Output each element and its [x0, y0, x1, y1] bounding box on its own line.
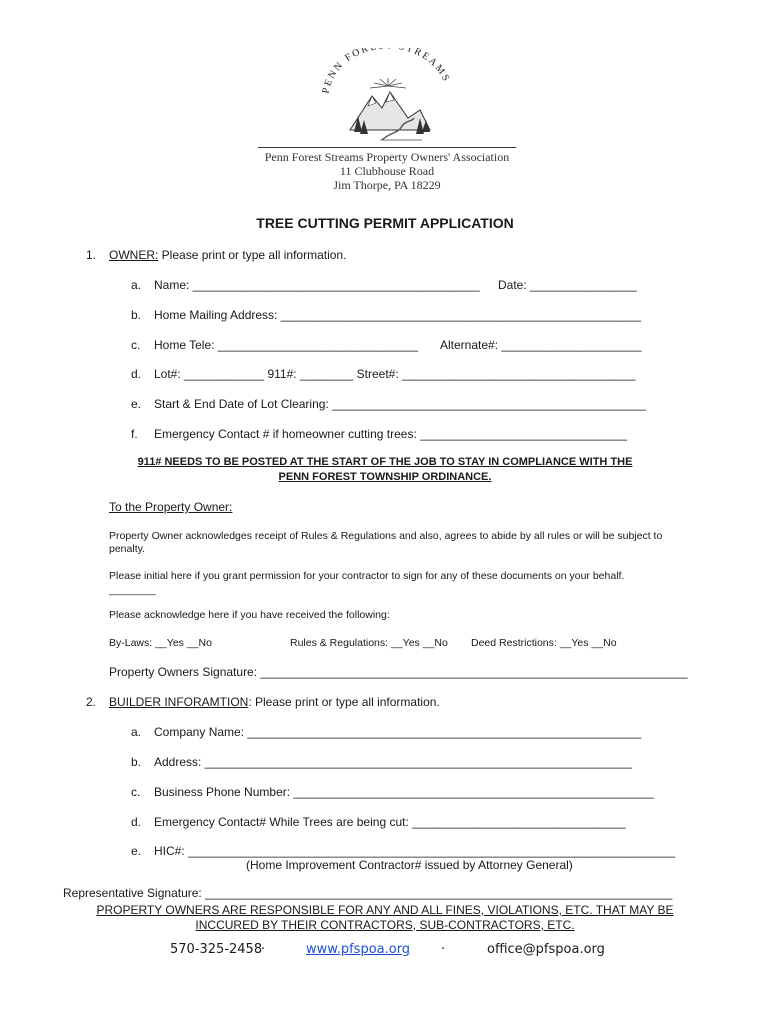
company-name-field[interactable]: Company Name: ___________________________________________________________ [154, 725, 642, 739]
builder-address-field[interactable]: Address: ________________________________________________________________ [154, 755, 632, 769]
builder-emergency-contact-field[interactable]: Emergency Contact# While Trees are being cut: ________________________________ [154, 815, 626, 829]
notice-line-1: 911# NEEDS TO BE POSTED AT THE START OF THE JOB TO STAY IN COMPLIANCE WITH THE [137, 456, 633, 468]
owner-item-letter-c: c. [131, 338, 141, 352]
header-rule [258, 147, 516, 148]
owner-name-field[interactable]: Name: ___________________________________________ [154, 278, 480, 292]
svg-text:PENN FOREST STREAMS [320, 48, 452, 95]
owner-lot-911-street-field[interactable]: Lot#: ____________ 911#: ________ Street#: ___________________________________ [154, 367, 636, 381]
owner-emergency-contact-field[interactable]: Emergency Contact # if homeowner cutting trees: _______________________________ [154, 427, 628, 441]
builder-section-heading [109, 695, 440, 709]
owner-section-number: 1. [86, 248, 97, 262]
owner-heading-label: OWNER: [109, 248, 159, 262]
hic-note: (Home Improvement Contractor# issued by Attorney General) [246, 858, 573, 872]
received-text: Please acknowledge here if you have received the following: [109, 609, 390, 621]
initial-text-line-1: Please initial here if you grant permission for your contractor to sign for any of these documents on your behalf. [109, 570, 625, 582]
notice-line-2: PENN FOREST TOWNSHIP ORDINANCE. [278, 471, 492, 483]
builder-item-letter-c: c. [131, 785, 141, 799]
disclaimer-line-1: PROPERTY OWNERS ARE RESPONSIBLE FOR ANY AND ALL FINES, VIOLATIONS, ETC. THAT MAY BE [96, 903, 674, 917]
footer-separator-2: · [441, 942, 446, 957]
owner-lot-clearing-dates-field[interactable]: Start & End Date of Lot Clearing: _______________________________________________ [154, 397, 646, 411]
footer-email: office@pfspoa.org [487, 942, 605, 957]
business-phone-field[interactable]: Business Phone Number: ______________________________________________________ [154, 785, 654, 799]
representative-signature-field[interactable]: Representative Signature: ______________________________________________________________________ [63, 886, 673, 900]
builder-heading-rest: : Please print or type all information. [248, 695, 440, 709]
owner-heading-rest: Please print or type all information. [158, 248, 347, 262]
initial-blank[interactable]: ________ [109, 584, 156, 596]
deed-checkboxes[interactable]: Deed Restrictions: __Yes __No [471, 637, 617, 649]
org-name: Penn Forest Streams Property Owners' Association [264, 150, 510, 164]
builder-item-letter-e: e. [131, 844, 142, 858]
ack-text-line-2: penalty. [109, 543, 145, 555]
footer-phone: 570-325-2458 [170, 942, 263, 957]
owner-item-letter-d: d. [131, 367, 142, 381]
footer-website-link[interactable]: www.pfspoa.org [306, 942, 411, 957]
logo-arc-text: PENN FOR TREAMS [320, 48, 453, 95]
owner-section-heading [109, 248, 346, 262]
property-owner-heading: To the Property Owner: [109, 500, 233, 514]
owner-date-field[interactable]: Date: ________________ [498, 278, 637, 292]
footer-separator-1: · [261, 942, 266, 957]
builder-item-letter-d: d. [131, 815, 142, 829]
builder-section-number: 2. [86, 695, 97, 709]
builder-heading-label: BUILDER INFORAMTION [109, 695, 249, 709]
owner-item-letter-f: f. [131, 427, 138, 441]
property-owner-signature-field[interactable]: Property Owners Signature: ________________________________________________________________ [109, 665, 688, 679]
builder-item-letter-a: a. [131, 725, 142, 739]
owner-item-letter-e: e. [131, 397, 142, 411]
association-logo [310, 48, 460, 148]
owner-item-letter-a: a. [131, 278, 142, 292]
ack-text-line-1: Property Owner acknowledges receipt of Rules & Regulations and also, agrees to abide by all rules or will be subject to [109, 530, 663, 542]
owner-home-tele-field[interactable]: Home Tele: ______________________________ [154, 338, 419, 352]
bylaws-checkboxes[interactable]: By-Laws: __Yes __No [109, 637, 212, 649]
owner-mailing-address-field[interactable]: Home Mailing Address: ______________________________________________________ [154, 308, 642, 322]
owner-item-letter-b: b. [131, 308, 142, 322]
owner-alternate-field[interactable]: Alternate#: _____________________ [440, 338, 642, 352]
org-city: Jim Thorpe, PA 18229 [333, 178, 441, 192]
page-title: TREE CUTTING PERMIT APPLICATION [256, 215, 514, 231]
hic-field[interactable]: HIC#: _________________________________________________________________________ [154, 844, 676, 858]
rules-checkboxes[interactable]: Rules & Regulations: __Yes __No [290, 637, 448, 649]
org-street: 11 Clubhouse Road [339, 164, 435, 178]
disclaimer-line-2: INCCURED BY THEIR CONTRACTORS, SUB-CONTRACTORS, ETC. [195, 918, 575, 932]
builder-item-letter-b: b. [131, 755, 142, 769]
